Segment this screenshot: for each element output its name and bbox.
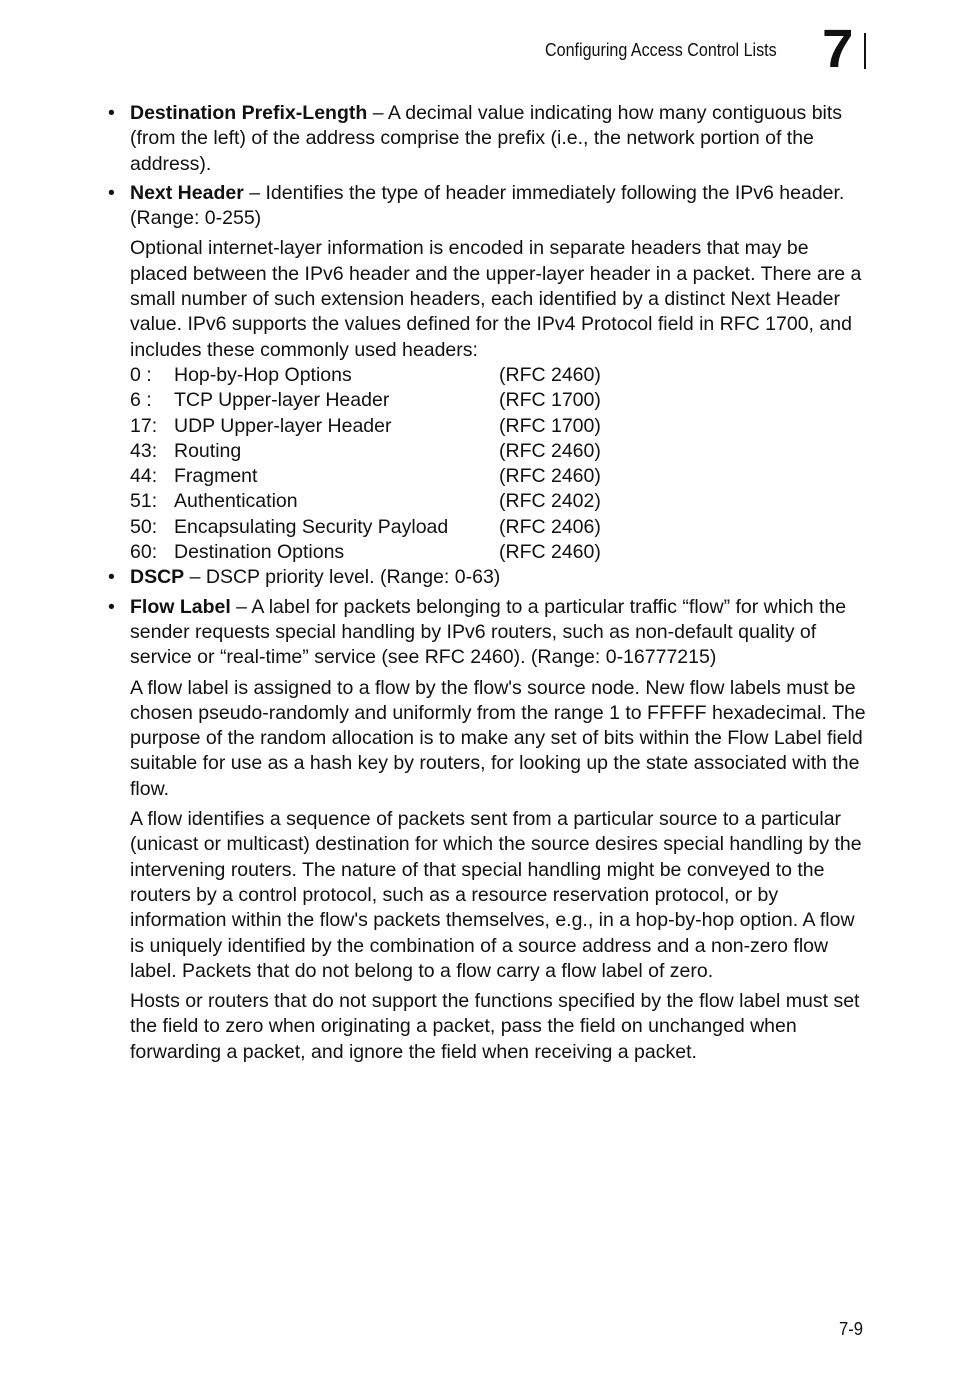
list-item-next-header [108,181,868,232]
header-rfc: (RFC 1700) [499,389,601,412]
table-row [130,414,601,439]
header-name: Encapsulating Security Payload [174,515,449,538]
list-item-dscp [108,565,868,590]
flow-label-paragraph: Hosts or routers that do not support the functions specified by the flow label must set the field to zero when originating a packet, pass the field on unchanged when forwarding a packet, and ignore the field when receiving a packet. [130,990,860,1063]
table-row [130,489,601,514]
table-row [130,363,601,388]
header-code: 0 : [130,363,152,386]
header-rfc: (RFC 2402) [499,490,601,513]
bullet-icon: • [108,102,115,124]
header-code: 51: [130,490,158,513]
term: Flow Label [130,595,231,618]
table-row [130,464,601,489]
description: – A label for packets belonging to a particular traffic “flow” for which the sender requests special handling by IPv6 routers, such as non-default quality of service or “real-time” service (see RFC 2460). (Range: 0-16777215) [130,595,847,669]
bullet-icon: • [108,595,115,618]
next-header-paragraph: Optional internet-layer information is encoded in separate headers that may be placed between the IPv6 header and the upper-layer header in a packet. There are a small number of such extension headers, each identified by a distinct Next Header value. IPv6 supports the values defined for the IPv4 Protocol field in RFC 1700, and includes these commonly used headers: [130,237,862,361]
header-rfc: (RFC 2460) [499,363,601,386]
header-rfc: (RFC 2406) [499,515,601,538]
header-code: 50: [130,515,158,538]
term: Destination Prefix-Length [130,102,368,124]
bullet-icon: • [108,566,115,589]
page-body [108,101,868,1065]
page-number: 7-9 [839,1318,864,1339]
list-item-destination-prefix-length [108,101,868,177]
header-rfc: (RFC 1700) [499,414,601,437]
header-code: 60: [130,541,158,564]
header-name: UDP Upper-layer Header [174,414,392,437]
header-name: Hop-by-Hop Options [174,363,352,386]
description: – A decimal value indicating how many contiguous bits (from the left) of the address comprise the prefix (i.e., the network portion of the address). [130,102,843,175]
next-header-table [130,363,601,565]
header-name: Authentication [174,490,298,513]
table-row [130,540,601,565]
header-name: Destination Options [174,541,345,564]
table-row [130,515,601,540]
chapter-divider [864,33,866,69]
header-rfc: (RFC 2460) [499,541,601,564]
header-name: Fragment [174,465,258,488]
term: Next Header [130,181,244,204]
term: DSCP [130,566,185,589]
description: – Identifies the type of header immediately following the IPv6 header. (Range: 0-255) [130,181,845,230]
chapter-number: 7 [822,19,854,79]
header-name: TCP Upper-layer Header [174,389,390,412]
header-rfc: (RFC 2460) [499,439,601,462]
header-code: 44: [130,465,158,488]
header-rfc: (RFC 2460) [499,465,601,488]
header-title: Configuring Access Control Lists [545,39,777,60]
list-item-flow-label [108,595,868,671]
table-row [130,439,601,464]
header-name: Routing [174,439,242,462]
flow-label-paragraph: A flow identifies a sequence of packets sent from a particular source to a particular (unicast or multicast) destination for which the source desires special handling by the intervening routers. The nature of that special handling might be conveyed to the routers by a control protocol, such as a resource reservation protocol, or by information within the flow's packets themselves, e.g., in a hop-by-hop option. A flow is uniquely identified by the combination of a source address and a non-zero flow label. Packets that do not belong to a flow carry a flow label of zero. [130,808,862,982]
description: – DSCP priority level. (Range: 0-63) [184,566,501,589]
header-code: 17: [130,414,158,437]
header-code: 6 : [130,389,152,412]
header-code: 43: [130,439,158,462]
bullet-icon: • [108,181,115,204]
flow-label-paragraph: A flow label is assigned to a flow by the flow's source node. New flow labels must be chosen pseudo-randomly and uniformly from the range 1 to FFFFF hexadecimal. The purpose of the random allocation is to make any set of bits within the Flow Label field suitable for use as a hash key by routers, for looking up the state associated with the flow. [130,676,866,800]
table-row [130,388,601,413]
